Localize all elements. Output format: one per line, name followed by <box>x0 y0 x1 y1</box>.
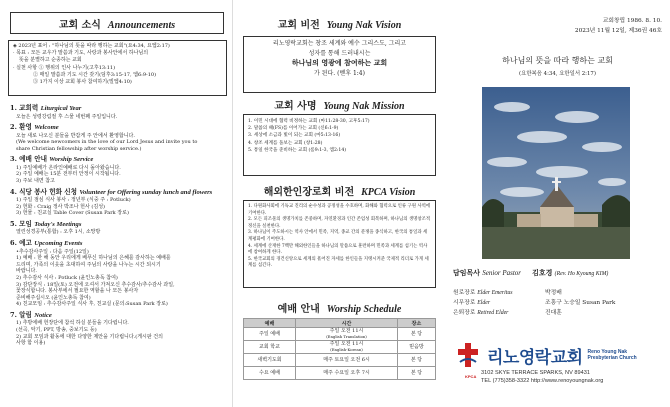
service-time <box>296 328 398 341</box>
vision-line: 성자를 통해 드러내시는 <box>308 49 371 57</box>
announcement-title-ko: 3. 예배 안내 <box>10 155 47 164</box>
kpca-item: 4. 세계에 산재한 7백만 해외한인들을 하나님의 말씀으로 훈련하며 민족과 세계를 섬기는 역사에 참여하게 한다. <box>248 243 428 256</box>
announcement-title-en: Welcome <box>34 124 59 132</box>
announcement-title-ko: 6. 예고 <box>10 239 32 248</box>
announcement-title <box>10 239 228 249</box>
service-time <box>296 341 398 354</box>
kpca-item: 5. 한국교회의 경건신앙으로 세계의 흩어진 자세를 한인들을 지탱시켜준 국제적 리더로 가게 세계를 섬긴다. <box>248 256 429 269</box>
mission-item: 4. 창조 세계를 돌보는 교회 (창1:28) <box>248 140 323 146</box>
vision-box <box>243 36 436 93</box>
logo-english-line: Reno Young Nak <box>587 349 628 355</box>
announcement-title <box>10 155 228 165</box>
staff-row <box>453 288 665 298</box>
staff-name: 진대훈 <box>545 310 562 316</box>
service-name: 교회 학교 <box>244 341 296 354</box>
service-place: 믿음방 <box>398 341 436 354</box>
logo-english <box>588 349 637 361</box>
motto-line: ③ 1가지 이상 교회 봉사 참여하기(빌엡4:10) <box>33 79 132 86</box>
mission-title-ko: 교회 사명 <box>274 100 317 112</box>
staff-row <box>453 298 665 308</box>
announcement-line: 열린성경공부(통합) : 오후 1시, 소망방 <box>16 229 101 236</box>
kpca-header <box>243 183 436 197</box>
issue-date: 2023년 11월 12일, 제36권 46호 <box>574 28 662 34</box>
announcement-line: share Christian fellowship after worship service.) <box>16 145 142 152</box>
service-time-main: 주일 오전 11시 <box>329 341 364 347</box>
announcement-line: 오늘 새로 나오신 분들을 반갑게 주 안에서 환영합니다. <box>16 132 135 139</box>
kpca-tag: KPCA <box>465 374 477 379</box>
mission-box <box>243 114 436 176</box>
announcement-line: 3) 헌물 : 친교실 Table Cover (Susan Park 장로) <box>16 210 129 217</box>
address-line: 3102 SKYE TERRACE SPARKS, NV 89431 <box>481 370 590 376</box>
announcement-line: 사항 함 이용) <box>16 340 46 347</box>
kpca-box <box>243 200 436 288</box>
founded-date: 교회창립 1986. 8. 10. <box>602 18 662 24</box>
motto-line: · 실천 사항 ① 행위의 인사 나누기(고후13:11) <box>13 64 116 71</box>
mission-item: 1. 이민 시대에 협력 비정하는 교회 (마11:28-30, 고후5:17) <box>248 119 370 124</box>
service-name: 새벽기도회 <box>244 354 296 367</box>
mission-header <box>243 95 436 113</box>
announcement-line: 오늘은 성령강림절 후 스물 네번째 주일입니다. <box>16 113 118 120</box>
announcement-line: 4) 친교모임 : 추수감사주일 식사 후, 친교실 (문의:Susan Park 장로) <box>16 301 168 308</box>
logo-english-line: Presbyterian Church <box>587 355 637 361</box>
kpca-title-ko: 해외한인장로회 비전 <box>263 186 355 198</box>
church-address <box>481 370 603 385</box>
announcement-title-en: Volunteer for Offering sunday lunch and flowers <box>79 188 213 196</box>
motto-box <box>8 40 227 96</box>
announcement-line: (선곡, 악기, PPT, 방송, 중보기도 등) <box>16 326 97 333</box>
contact-line: TEL (775)358-3322 http://www.renoyoungnak.org <box>481 377 604 384</box>
table-row <box>244 367 436 380</box>
announcements-column <box>0 0 233 407</box>
announcement-line: 3) 감단장식 : 18일(토) 오전에 오셔서 가져오신 추수감사/추수감사 과일, <box>16 281 175 288</box>
service-name: 주일 예배 <box>244 328 296 341</box>
vision-line: 가 된다. (벧후 1:4) <box>314 69 365 77</box>
mission-title-en: Young Nak Mission <box>323 100 405 112</box>
announcement-line: 바랍니다. <box>16 268 37 275</box>
cross-logo-icon <box>457 342 479 368</box>
announcement-title-ko: 7. 알림 <box>10 310 32 319</box>
schedule-header <box>243 300 436 314</box>
column-header: 예배 <box>244 319 296 328</box>
announcement-line: 3) 주보 내면 참고 <box>16 178 55 185</box>
announcement-title-en: Notice <box>34 311 52 319</box>
staff-role-ko: 은퇴장로 <box>453 310 476 316</box>
theme-title: 하나님의 뜻을 따라 행하는 교회 <box>502 56 613 65</box>
table-header-row <box>244 319 436 328</box>
pastor-role-ko: 담임목사 <box>453 268 481 277</box>
pastor-name: 김호경 <box>532 268 553 277</box>
staff-role-ko: 원로장로 <box>453 290 476 296</box>
staff-name: 조흥구 노승일 Susan Park <box>545 300 616 306</box>
service-place: 본 당 <box>398 328 436 341</box>
mission-item: 2. 말씀의 때(FS)를 이어가는 교회 (신6:1-9) <box>248 126 339 132</box>
announcement-title-ko: 5. 모임 <box>10 219 32 228</box>
schedule-table <box>243 318 436 380</box>
service-time-sub: (English Translation) <box>326 334 367 339</box>
church-photo-image <box>482 87 630 259</box>
announcement-title-en: Worship Service <box>49 156 94 164</box>
service-time: 매주 토요일 오전 6시 <box>296 354 398 367</box>
announcements-title-ko: 교회 소식 <box>58 19 101 31</box>
announcement-title-en: Liturgical Year <box>40 105 82 112</box>
vision-highlight: 하나님의 영광에 참여하는 교회 <box>291 58 388 67</box>
announcement-line: 꽃장식합니다. 봉사부에서 필요한 역할을 나 모든 봉사자 <box>16 288 139 295</box>
announcements-header <box>10 12 224 34</box>
vision-column <box>233 0 445 407</box>
motto-line: ◈ 2023년 표어 : "하나님의 뜻을 따라 행하는 교회"(요4:34, 요엡2:17) <box>13 43 170 49</box>
vision-title-en: Young Nak Vision <box>326 19 402 31</box>
announcement-line: 2) 주일 예배는 15분 전부터 안정이 시작됩니다. <box>16 171 121 178</box>
announcement-line: (We welcome newcomers in the love of our Lord Jesus and invite you to <box>16 139 198 146</box>
staff-row <box>453 308 665 318</box>
church-logo <box>457 335 662 375</box>
schedule-title-ko: 예배 안내 <box>277 303 320 315</box>
mission-item: 5. 통일 한국을 준비하는 교회 (롬9:1-3, 엡2:14) <box>248 147 347 153</box>
announcement-line: 2) 추수감사 식사 : Potluck (윤인노총독 참여) <box>16 274 118 281</box>
announcement-line: •추수감사주일 : 다음 주일(12일) <box>16 248 89 255</box>
staff-role-en: Elder Emeritus <box>477 290 513 296</box>
announcement-title-ko: 2. 환영 <box>10 123 32 132</box>
announcement-title <box>10 123 228 133</box>
column-header: 장소 <box>398 319 436 328</box>
vision-title-ko: 교회 비전 <box>277 19 320 31</box>
motto-line: 뜻을 분별하고 순종하는 교회 <box>19 57 82 64</box>
kpca-item: 2. 모든 피조물의 생명가치를 존중하며, 자연환경과 인간 존엄성 회복하며, 하나님의 생명창조적 정신을 실천한다. <box>248 217 431 229</box>
announcement-line: 1) 주일 점심 식사 봉사 : 정년부 (식중 주 : Potluck) <box>16 197 131 204</box>
service-place: 본 당 <box>398 367 436 380</box>
vision-header <box>243 12 436 34</box>
motto-line: ② 매일 말씀과 기도 시간 갖기(딤후3:15-17, 엡6:9-10) <box>33 71 157 78</box>
announcement-line: 2) 교회 모임과 활동에 대한 다양한 제안을 기다립니다.(게시판 건의 <box>16 333 163 340</box>
cover-column <box>445 0 670 407</box>
pastor-role-en: Senior Pastor <box>482 269 521 277</box>
mission-item: 3. 세상에 소금과 빛이 되는 교회 (마5:13-16) <box>248 133 341 139</box>
announcement-title-ko: 1. 교회력 <box>10 104 39 112</box>
announcement-line: 1) 추방에배 헌장단에 참석 하실 분들을 기다립니다. <box>16 320 129 327</box>
service-time-sub: (English-Korean) <box>330 347 363 352</box>
schedule-title-en: Worship Schedule <box>326 303 402 315</box>
table-row <box>244 328 436 341</box>
announcement-title-ko: 4. 식당 봉사 헌화 신청 <box>10 187 78 196</box>
announcement-line: 드리며, 가족의 이웃을 초대하여 주님의 사랑을 나누는 시간 되시기 <box>16 261 161 268</box>
announcement-title-en: Today's Meetings <box>34 220 82 228</box>
staff-name: 박정배 <box>545 290 562 296</box>
announcement-line: 1) 예배 : 한 해 동안 우리에게 베푸신 하나님의 은혜를 감사하는 예배를 <box>16 255 171 262</box>
announcement-line: 준비해주십시오 (윤인노총독 참여) <box>16 294 91 301</box>
service-time-main: 주일 오전 11시 <box>329 328 364 334</box>
service-name: 수요 예배 <box>244 367 296 380</box>
announcement-title <box>10 104 228 114</box>
table-row <box>244 354 436 367</box>
service-time: 매주 수요일 오후 7시 <box>296 367 398 380</box>
church-photo <box>482 87 630 259</box>
column-header: 시간 <box>296 319 398 328</box>
announcement-title-en: Upcoming Events <box>34 240 83 248</box>
announcements-title-en: Announcements <box>107 19 176 31</box>
senior-pastor <box>453 268 665 278</box>
announcement-line: 1) 주일예배가 온라인예배로 다시 돌아왔습니다. <box>16 164 121 171</box>
kpca-item: 1. 다원화사회에 기독교 진리의 순수성과 공정성을 수호하며, 화해와 협력으로 인류 구원 사역에 기여한다. <box>248 204 431 216</box>
staff-list <box>453 288 665 318</box>
staff-role-ko: 시무장로 <box>453 300 476 306</box>
theme-reference: (요한복음 4:34, 요한일서 2:17) <box>519 71 596 77</box>
staff-role-en: Elder <box>477 300 491 306</box>
motto-line: · 목표 : 모든 교우가 말씀과 기도, 사랑과 봉사안에서 하나님의 <box>13 50 149 57</box>
vision-line: 리노영락교회는 창조 세계와 예수 그리스도, 그리고 <box>272 40 407 47</box>
announcement-list <box>10 101 228 347</box>
announcement-title <box>10 220 228 230</box>
logo-name: 리노영락교회 <box>487 347 583 368</box>
publication-info <box>575 16 662 36</box>
announcement-line: 2) 헌화 : Craig 정사 박조나 헌사 (김성) <box>16 203 105 210</box>
table-row <box>244 341 436 354</box>
kpca-title-en: KPCA Vision <box>361 186 416 198</box>
service-place: 본 당 <box>398 354 436 367</box>
pastor-name-en: (Rev. Ho Kyoung KIM) <box>554 271 609 277</box>
announcement-title <box>10 311 228 321</box>
announcement-title <box>10 188 228 198</box>
staff-role-en: Retired Elder <box>477 310 509 316</box>
kpca-item: 3. 하나님이 주도하시는 역사 안에서 민족, 지역, 종교 간의 분쟁을 종식하고, 한국의 통일과 세계평화에 기여한다. <box>248 230 428 242</box>
